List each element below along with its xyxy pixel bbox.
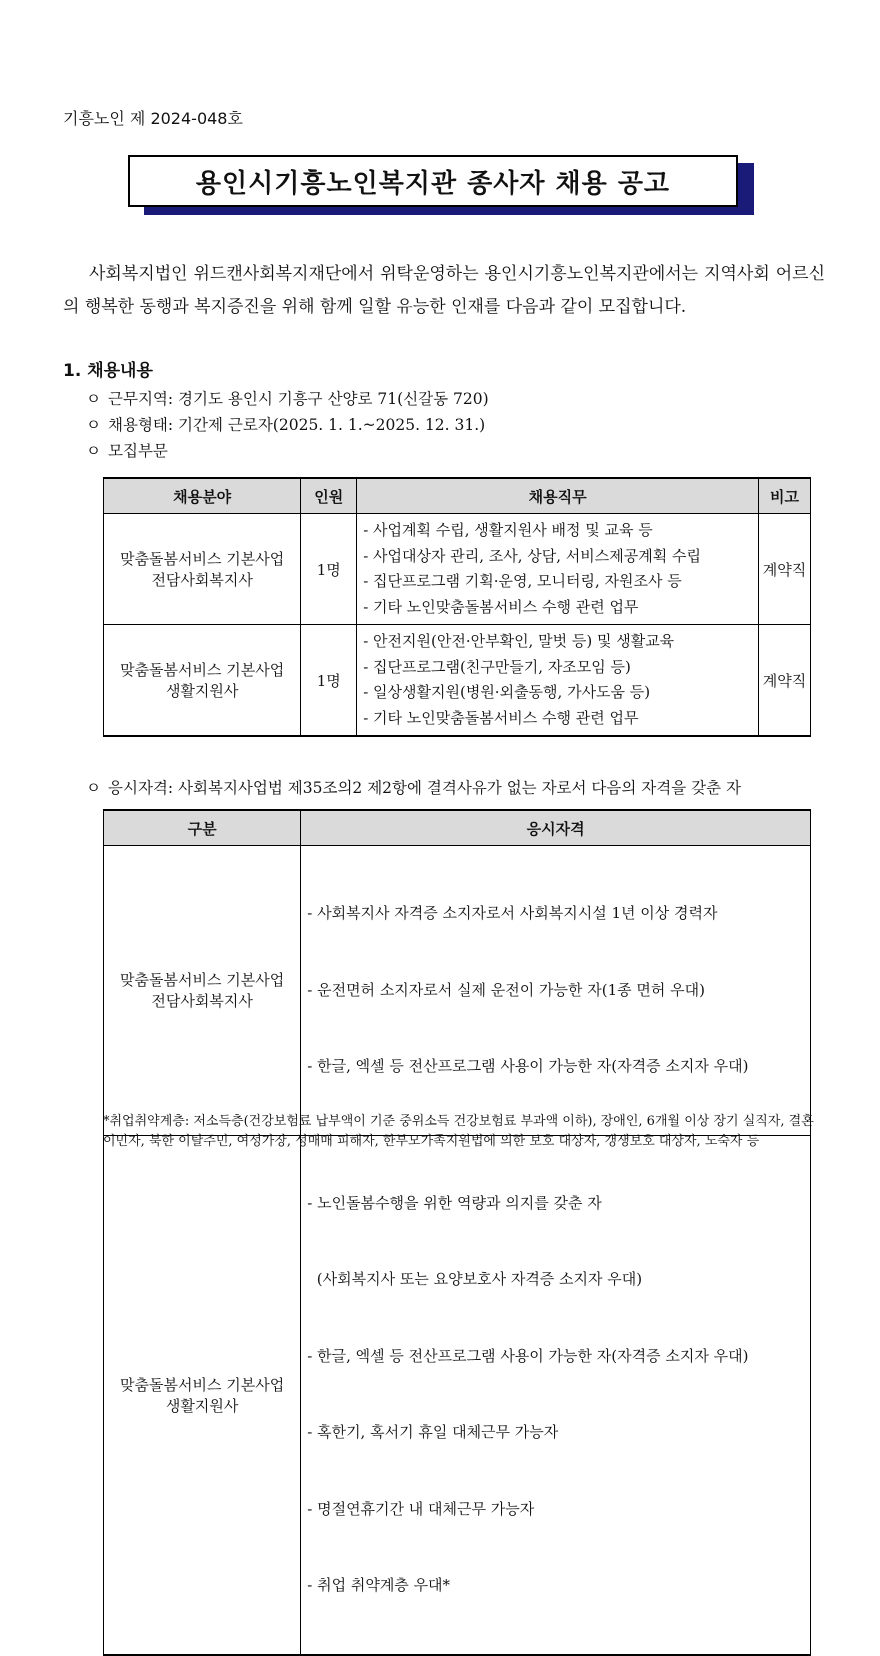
bullet-icon: ㅇ [86, 779, 101, 797]
column-header: 비고 [758, 478, 810, 514]
list-item: ㅇ 채용형태: 기간제 근로자(2025. 1. 1.~2025. 12. 31.) [86, 412, 489, 438]
table-row [104, 625, 811, 737]
qualification-intro: ㅇ 응시자격: 사회복지사업법 제35조의2 제2항에 결격사유가 없는 자로서 다음의 자격을 갖춘 자 [86, 776, 741, 798]
list-item: ㅇ 모집부문 [86, 438, 489, 464]
table-header-row [104, 810, 811, 846]
bullet-list [86, 386, 489, 464]
field-cell: 맞춤돌봄서비스 기본사업 생활지원사 [104, 1135, 301, 1655]
bullet-icon: ㅇ [86, 442, 101, 460]
duty-cell: - 사업계획 수립, 생활지원사 배정 및 교육 등 - 사업대상자 관리, 조사, 상담, 서비스제공계획 수립 - 집단프로그램 기획·운영, 모니터링, 자원조사 등 - 기타 노인맞춤돌봄서비스 수행 관련 업무 [357, 514, 759, 625]
count-cell: 1명 [301, 514, 357, 625]
note-cell: 계약직 [758, 514, 810, 625]
column-header: 채용직무 [357, 478, 759, 514]
column-header: 채용분야 [104, 478, 301, 514]
title-banner [128, 155, 738, 205]
column-header: 구분 [104, 810, 301, 846]
qualification-cell: - 사회복지사 자격증 소지자로서 사회복지시설 1년 이상 경력자 - 운전면허 소지자로서 실제 운전이 가능한 자(1종 면허 우대) - 한글, 엑셀 등 전산프로그램 사용이 가능한 자(자격증 소지자 우대) [301, 846, 811, 1136]
note-cell: 계약직 [758, 625, 810, 737]
field-cell: 맞춤돌봄서비스 기본사업 생활지원사 [104, 625, 301, 737]
duty-cell: - 안전지원(안전·안부확인, 말벗 등) 및 생활교육 - 집단프로그램(친구만들기, 자조모임 등) - 일상생활지원(병원·외출동행, 가사도움 등) - 기타 노인맞춤돌봄서비스 수행 관련 업무 [357, 625, 759, 737]
table-row [104, 1135, 811, 1655]
recruit-table [103, 477, 811, 737]
list-item: ㅇ 근무지역: 경기도 용인시 기흥구 산양로 71(신갈동 720) [86, 386, 489, 412]
bullet-icon: ㅇ [86, 416, 101, 434]
bullet-icon: ㅇ [86, 390, 101, 408]
column-header: 응시자격 [301, 810, 811, 846]
footnote: *취업취약계층: 저소득층(건강보험료 납부액이 기준 중위소득 건강보험료 부과액 이하), 장애인, 6개월 이상 장기 실직자, 결혼이민자, 북한 이탈주민, 여성가장, 성매매 피해자, 한부모가족지원법에 의한 보호 대상자, 갱생보호 대상자, 노숙자 등 [103, 1114, 814, 1149]
column-header: 인원 [301, 478, 357, 514]
qualification-table [103, 809, 811, 1656]
table-row [104, 846, 811, 1136]
document-number: 기흥노인 제 2024-048호 [63, 109, 243, 128]
intro-paragraph [63, 258, 825, 324]
intro-text: 사회복지법인 위드캔사회복지재단에서 위탁운영하는 용인시기흥노인복지관에서는 지역사회 어르신의 행복한 동행과 복지증진을 위해 함께 일할 유능한 인재를 다음과 같이 모집합니다. [63, 264, 825, 317]
field-cell: 맞춤돌봄서비스 기본사업 전담사회복지사 [104, 846, 301, 1136]
section-heading: 1. 채용내용 [63, 361, 153, 381]
field-cell: 맞춤돌봄서비스 기본사업 전담사회복지사 [104, 514, 301, 625]
table-header-row [104, 478, 811, 514]
page-title: 용인시기흥노인복지관 종사자 채용 공고 [128, 155, 738, 207]
table-row [104, 514, 811, 625]
qualification-cell: - 노인돌봄수행을 위한 역량과 의지를 갖춘 자 (사회복지사 또는 요양보호사 자격증 소지자 우대) - 한글, 엑셀 등 전산프로그램 사용이 가능한 자(자격증 소지자 우대) - 혹한기, 혹서기 휴일 대체근무 가능자 - 명절연휴기간 내 대체근무 가능자 - 취업 취약계층 우대* [301, 1135, 811, 1655]
count-cell: 1명 [301, 625, 357, 737]
